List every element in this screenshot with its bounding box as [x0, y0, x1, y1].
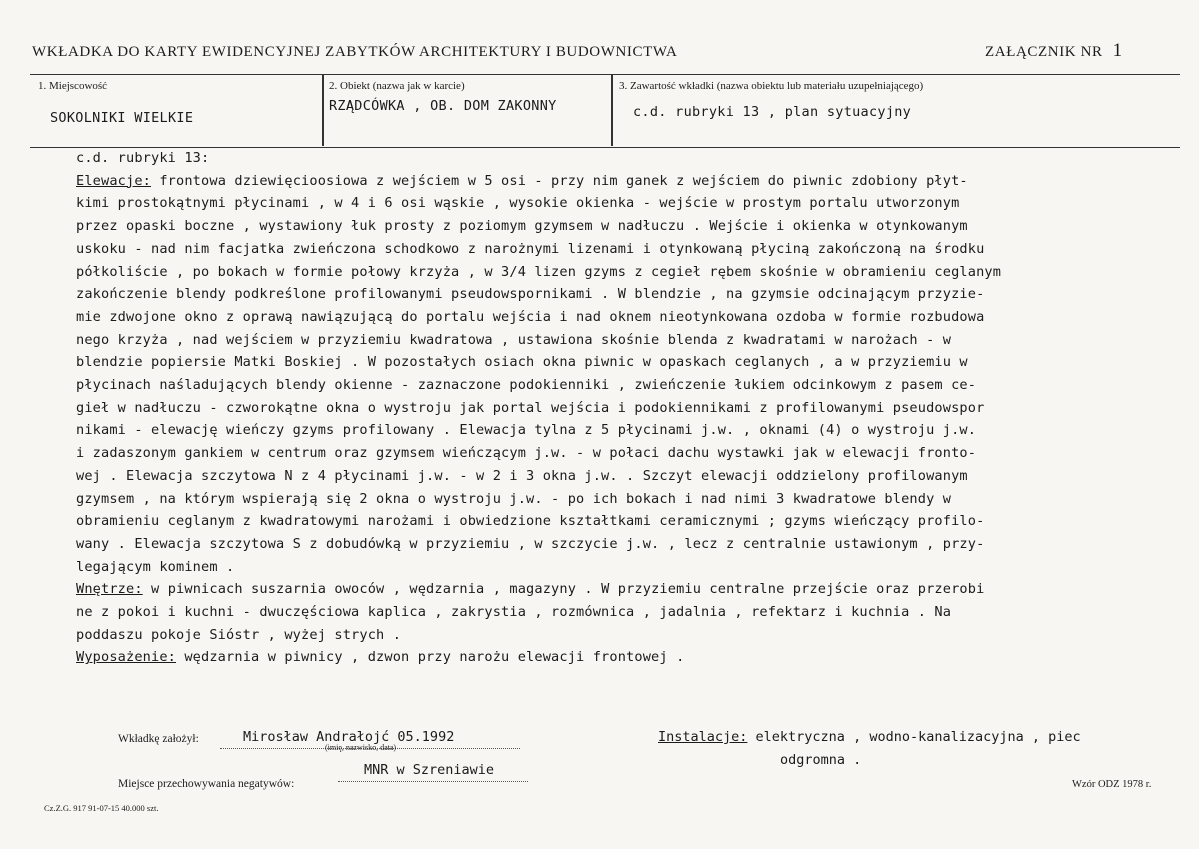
text-line: płycinach naśladujących blendy okienne - zaznaczone podokienniki , zwieńczenie łukiem odcinkowym z pasem ce- — [76, 377, 977, 394]
place-label: 1. Miejscowość — [38, 80, 108, 92]
equipment-heading: Wyposażenie: — [76, 649, 177, 666]
field-divider — [611, 74, 613, 146]
form-label: Wzór ODZ 1978 r. — [1072, 779, 1152, 790]
fields-frame — [30, 74, 1180, 148]
text-line: mie zdwojone okno z oprawą nawiązującą do portalu wejścia i nad oknem nieotynkowana ozdoba w formie rozbudowa — [76, 308, 985, 325]
text-line: zakończenie blendy podkreślone profilowanymi pseudowspornikami . W blendzie , na gzymsie odcinającym przyzie- — [76, 286, 985, 303]
intro-line: c.d. rubryki 13: — [76, 150, 210, 166]
installations-heading: Instalacje: — [658, 729, 748, 745]
negatives-underline — [338, 781, 528, 782]
text-line: kimi prostokątnymi płycinami , w 4 i 6 osi wąskie , wysokie okienka - wejście w prostym portalu utworzonym — [76, 195, 960, 212]
place-value: SOKOLNIKI WIELKIE — [50, 110, 194, 126]
text-line: nego krzyża , nad wejściem w przyziemiu kwadratowa , ustawiona skośnie blenda z kwadratami w narożach - w — [76, 331, 952, 348]
negatives-value: MNR w Szreniawie — [364, 762, 495, 778]
text-line: ne z pokoi i kuchni - dwuczęściowa kaplica , zakrystia , rozmównica , jadalnia , refektarz i kuchnia . Na — [76, 604, 952, 621]
attachment-number — [985, 40, 1123, 62]
text-line: uskoku - nad nim facjatka zwieńczona schodkowo z narożnymi lizenami i otynkowaną płyciną zakończoną na środku — [76, 240, 985, 257]
text-line: wany . Elewacja szczytowa S z dobudówką w przyziemiu , w szczycie j.w. , lecz z centralnie ustawionym , przy- — [76, 535, 985, 552]
attachment-value: 1 — [1112, 40, 1123, 61]
object-value: RZĄDCÓWKA , OB. DOM ZAKONNY — [329, 98, 557, 114]
text-line: obramieniu ceglanym z kwadratowymi narożami i obwiedzione kształtkami ceramicznymi ; gzyms wieńczący profilo- — [76, 513, 985, 530]
attachment-label: ZAŁĄCZNIK NR — [985, 44, 1103, 60]
field-divider — [322, 74, 324, 146]
description-text — [76, 147, 1191, 669]
document-title: WKŁADKA DO KARTY EWIDENCYJNEJ ZABYTKÓW ARCHITEKTURY I BUDOWNICTWA — [32, 44, 678, 60]
elevations-heading: Elewacje: — [76, 172, 152, 189]
print-code: Cz.Z.G. 917 91-07-15 40.000 szt. — [44, 803, 159, 813]
negatives-label: Miejsce przechowywania negatywów: — [118, 778, 295, 790]
content-value: c.d. rubryki 13 , plan sytuacyjny — [633, 104, 912, 120]
interior-heading: Wnętrze: — [76, 581, 143, 598]
author-value: Mirosław Andrałojć 05.1992 — [243, 729, 455, 745]
content-label: 3. Zawartość wkładki (nazwa obiektu lub materiału uzupełniającego) — [619, 80, 924, 92]
author-caption: (imię, nazwisko, data) — [325, 743, 397, 752]
text-line: poddaszu pokoje Sióstr , wyżej strych . — [76, 626, 402, 643]
text-line: frontowa dziewięcioosiowa z wejściem w 5 osi - przy nim ganek z wejściem do piwnic zdobiony płyt- — [151, 172, 968, 189]
object-label: 2. Obiekt (nazwa jak w karcie) — [329, 80, 465, 92]
installations-value: elektryczna , wodno-kanalizacyjna , piec — [747, 729, 1081, 745]
text-line: w piwnicach suszarnia owoców , wędzarnia , magazyny . W przyziemiu centralne przejście oraz przerobi — [142, 581, 985, 598]
text-line: gieł w nadłuczu - czworokątne okna o wystroju jak portal wejścia i podokiennikami z profilowanymi pseudowspor — [76, 399, 985, 416]
text-line: blendzie popiersie Matki Boskiej . W pozostałych osiach okna piwnic w opaskach ceglanych , a w przyziemiu w — [76, 354, 968, 371]
text-line: wędzarnia w piwnicy , dzwon przy narożu elewacji frontowej . — [176, 649, 685, 666]
text-line: legającym kominem . — [76, 558, 235, 575]
text-line: wej . Elewacja szczytowa N z 4 płycinami j.w. - w 2 i 3 okna j.w. . Szczyt elewacji oddzielony profilowanym — [76, 467, 968, 484]
text-line: gzymsem , na którym wspierają się 2 okna o wystroju j.w. - po ich bokach i nad nimi 3 kwadratowe blendy w — [76, 490, 952, 507]
author-label: Wkładkę założył: — [118, 733, 199, 745]
text-line: przez opaski boczne , wystawiony łuk prosty z poziomym gzymsem w nadłuczu . Wejście i okienka w otynkowanym — [76, 218, 968, 235]
text-line: i zadaszonym gankiem w centrum oraz gzymsem wieńczącym j.w. - w połaci dachu wystawki jak w elewacji fronto- — [76, 445, 977, 462]
installations-value-2: odgromna . — [780, 752, 862, 768]
text-line: nikami - elewację wieńczy gzyms profilowany . Elewacja tylna z 5 płycinami j.w. , oknami (4) o wystroju j.w. — [76, 422, 977, 439]
text-line: półkoliście , po bokach w formie połowy krzyża , w 3/4 lizen gzyms z cegieł rębem skośnie w obramieniu ceglanym — [76, 263, 1002, 280]
installations-line — [658, 729, 1081, 745]
